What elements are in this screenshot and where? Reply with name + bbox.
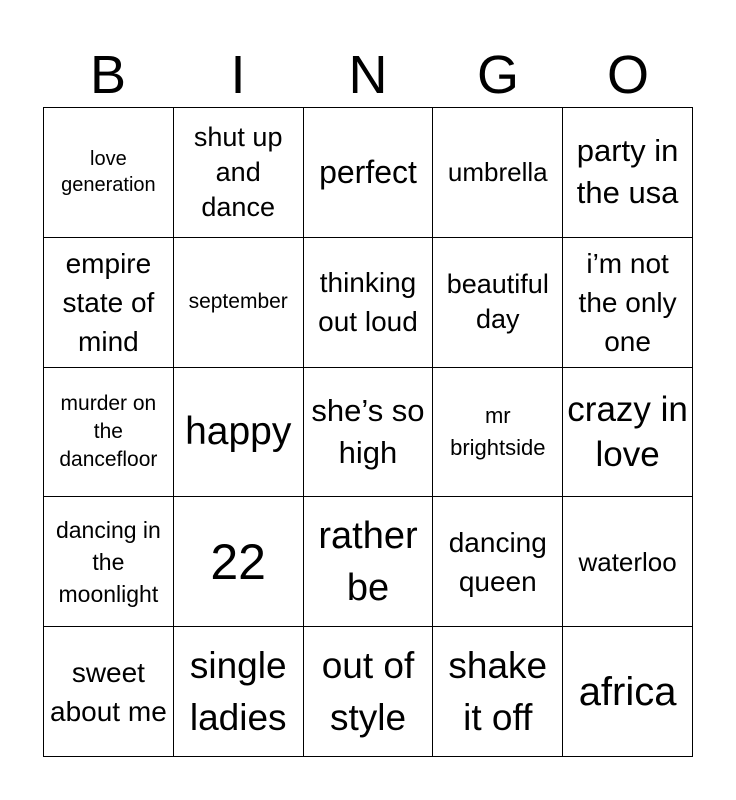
bingo-cell-r4-c4[interactable] <box>433 497 563 627</box>
bingo-header <box>43 42 693 108</box>
bingo-cell-r5-c4[interactable] <box>433 627 563 757</box>
bingo-cell-r2-c4[interactable] <box>433 238 563 368</box>
cell-text: umbrella <box>447 157 548 188</box>
bingo-cell-r2-c5[interactable] <box>563 238 693 368</box>
bingo-cell-r1-c3[interactable] <box>304 108 434 238</box>
header-letter-g: G <box>476 45 519 105</box>
cell-text: murder on the dancefloor <box>59 391 158 471</box>
cell-text: empire state of mind <box>62 247 155 357</box>
cell-text: mr brightside <box>450 402 546 460</box>
bingo-cell-r2-c2[interactable] <box>174 238 304 368</box>
bingo-cell-r3-c3[interactable] <box>304 368 434 498</box>
bingo-cell-r1-c2[interactable] <box>174 108 304 238</box>
cell-text: rather be <box>318 514 418 609</box>
bingo-cell-r1-c5[interactable] <box>563 108 693 238</box>
cell-text: shut up and dance <box>193 121 283 222</box>
cell-text: perfect <box>319 154 417 191</box>
bingo-cell-r5-c1[interactable] <box>44 627 174 757</box>
cell-text: she’s so high <box>311 392 425 470</box>
bingo-cell-r2-c1[interactable] <box>44 238 174 368</box>
cell-text: beautiful day <box>446 269 549 335</box>
cell-text: happy <box>185 409 292 453</box>
cell-text: waterloo <box>578 546 677 577</box>
cell-text: africa <box>578 669 677 714</box>
bingo-cell-r3-c1[interactable] <box>44 368 174 498</box>
bingo-cell-r2-c3[interactable] <box>304 238 434 368</box>
cell-text: dancing in the moonlight <box>55 516 161 607</box>
bingo-cell-r1-c1[interactable] <box>44 108 174 238</box>
bingo-cell-r5-c2[interactable] <box>174 627 304 757</box>
cell-text: crazy in love <box>567 389 688 474</box>
header-letter-b: B <box>89 45 127 105</box>
cell-text: 22 <box>210 533 266 590</box>
bingo-cell-r5-c3[interactable] <box>304 627 434 757</box>
cell-text: party in the usa <box>576 133 679 211</box>
header-letter-n: N <box>348 45 388 105</box>
bingo-card-grid <box>43 107 693 757</box>
header-letter-i: I <box>230 45 246 105</box>
bingo-cell-r3-c5[interactable] <box>563 368 693 498</box>
bingo-cell-r3-c4[interactable] <box>433 368 563 498</box>
bingo-cell-r4-c1[interactable] <box>44 497 174 627</box>
bingo-cell-r4-c3[interactable] <box>304 497 434 627</box>
cell-text: out of style <box>321 644 415 738</box>
cell-text: i’m not the only one <box>578 247 677 357</box>
bingo-cell-r5-c5[interactable] <box>563 627 693 757</box>
cell-text: thinking out loud <box>318 267 418 338</box>
bingo-cell-r4-c5[interactable] <box>563 497 693 627</box>
cell-text: sweet about me <box>50 656 167 727</box>
cell-text: september <box>188 290 288 314</box>
bingo-cell-r3-c2[interactable] <box>174 368 304 498</box>
bingo-cell-r4-c2[interactable] <box>174 497 304 627</box>
cell-text: dancing queen <box>448 526 547 597</box>
cell-text: shake it off <box>448 644 548 738</box>
cell-text: love generation <box>61 148 156 197</box>
bingo-cell-r1-c4[interactable] <box>433 108 563 238</box>
cell-text: single ladies <box>189 644 287 738</box>
header-letter-o: O <box>606 45 649 105</box>
